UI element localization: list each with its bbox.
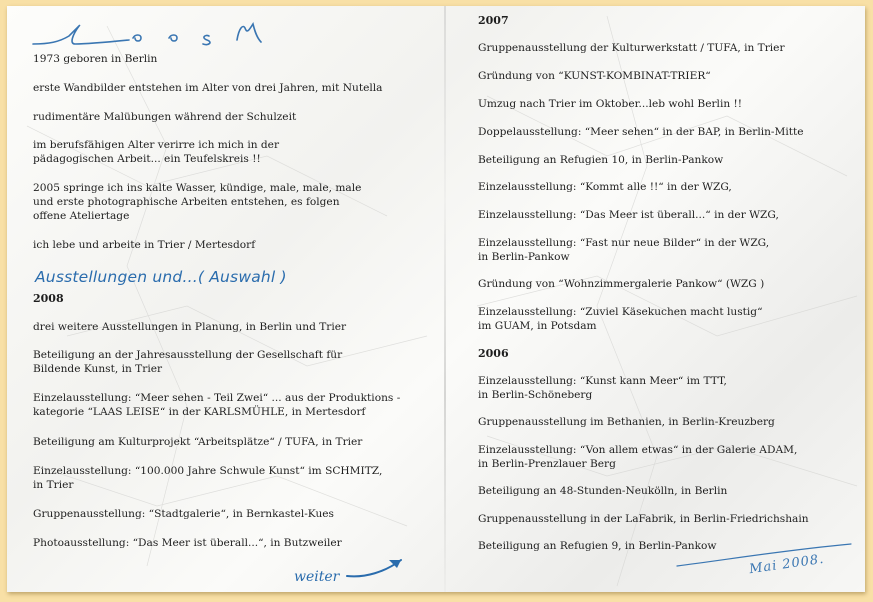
center-fold	[444, 6, 446, 592]
entry-line: Gruppenausstellung in der LaFabrik, in Berlin-Friedrichshain	[478, 513, 809, 525]
signature-laas	[29, 14, 269, 56]
entry-line: Photoausstellung: “Das Meer ist überall...“, in Butzweiler	[33, 537, 342, 549]
entry-line: Einzelausstellung: “Das Meer ist überall...“ in der WZG,	[478, 209, 779, 221]
bio-line: 1973 geboren in Berlin	[33, 53, 158, 65]
entry-line: Doppelausstellung: “Meer sehen“ in der BAP, in Berlin-Mitte	[478, 126, 804, 138]
bio-line: ich lebe und arbeite in Trier / Mertesdorf	[33, 239, 256, 251]
entry-line: Gründung von “Wohnzimmergalerie Pankow“ (WZG )	[478, 278, 765, 290]
entry-line: Gründung von “KUNST-KOMBINAT-TRIER“	[478, 70, 711, 82]
entry-line: Einzelausstellung: “Zuviel Käsekuchen macht lustig“	[478, 306, 763, 318]
year-2006: 2006	[478, 347, 509, 360]
bio-line: im berufsfähigen Alter verirre ich mich in der	[33, 139, 280, 151]
entry-line: Bildende Kunst, in Trier	[33, 363, 163, 375]
entry-line: Beteiligung an 48-Stunden-Neukölln, in Berlin	[478, 485, 728, 497]
weiter-link[interactable]: weiter	[294, 569, 340, 585]
entry-line: in Berlin-Schöneberg	[478, 389, 593, 401]
entry-line: Gruppenausstellung: “Stadtgalerie“, in Bernkastel-Kues	[33, 508, 334, 520]
entry-line: Einzelausstellung: “Meer sehen - Teil Zwei“ ... aus der Produktions -	[33, 392, 401, 404]
entry-line: Beteiligung an der Jahresausstellung der Gesellschaft für	[33, 349, 343, 361]
entry-line: Einzelausstellung: “Kunst kann Meer“ im TTT,	[478, 375, 727, 387]
entry-line: kategorie “LAAS LEISE“ in der KARLSMÜHLE, in Mertesdorf	[33, 406, 366, 418]
section-title: Ausstellungen und...( Auswahl )	[35, 268, 287, 286]
bio-line: rudimentäre Malübungen während der Schulzeit	[33, 111, 297, 123]
bio-line: 2005 springe ich ins kalte Wasser, kündige, male, male, male	[33, 182, 362, 194]
year-2007: 2007	[478, 14, 509, 27]
entry-line: in Trier	[33, 479, 74, 491]
entry-line: Einzelausstellung: “Von allem etwas“ in der Galerie ADAM,	[478, 444, 798, 456]
entry-line: Gruppenausstellung der Kulturwerkstatt / TUFA, in Trier	[478, 42, 785, 54]
entry-line: Gruppenausstellung im Bethanien, in Berlin-Kreuzberg	[478, 416, 775, 428]
bio-line: offene Ateliertage	[33, 210, 130, 222]
paper-sheet	[7, 6, 865, 592]
bio-line: pädagogischen Arbeit... ein Teufelskreis !!	[33, 153, 261, 165]
entry-line: Einzelausstellung: “100.000 Jahre Schwule Kunst“ im SCHMITZ,	[33, 465, 383, 477]
entry-line: in Berlin-Prenzlauer Berg	[478, 458, 616, 470]
entry-line: Einzelausstellung: “Fast nur neue Bilder“ in der WZG,	[478, 237, 770, 249]
entry-line: drei weitere Ausstellungen in Planung, in Berlin und Trier	[33, 321, 347, 333]
arrow-right-icon[interactable]	[345, 546, 409, 582]
entry-line: Beteiligung an Refugien 10, in Berlin-Pankow	[478, 154, 724, 166]
entry-line: Beteiligung an Refugien 9, in Berlin-Pankow	[478, 540, 717, 552]
entry-line: Umzug nach Trier im Oktober...leb wohl Berlin !!	[478, 98, 743, 110]
entry-line: Einzelausstellung: “Kommt alle !!“ in der WZG,	[478, 181, 732, 193]
entry-line: im GUAM, in Potsdam	[478, 320, 597, 332]
entry-line: Beteiligung am Kulturprojekt “Arbeitsplätze“ / TUFA, in Trier	[33, 436, 363, 448]
bio-line: und erste photographische Arbeiten entstehen, es folgen	[33, 196, 340, 208]
bio-line: erste Wandbilder entstehen im Alter von drei Jahren, mit Nutella	[33, 82, 383, 94]
year-2008: 2008	[33, 292, 64, 305]
entry-line: in Berlin-Pankow	[478, 251, 570, 263]
date-signature: Mai 2008.	[748, 551, 826, 578]
